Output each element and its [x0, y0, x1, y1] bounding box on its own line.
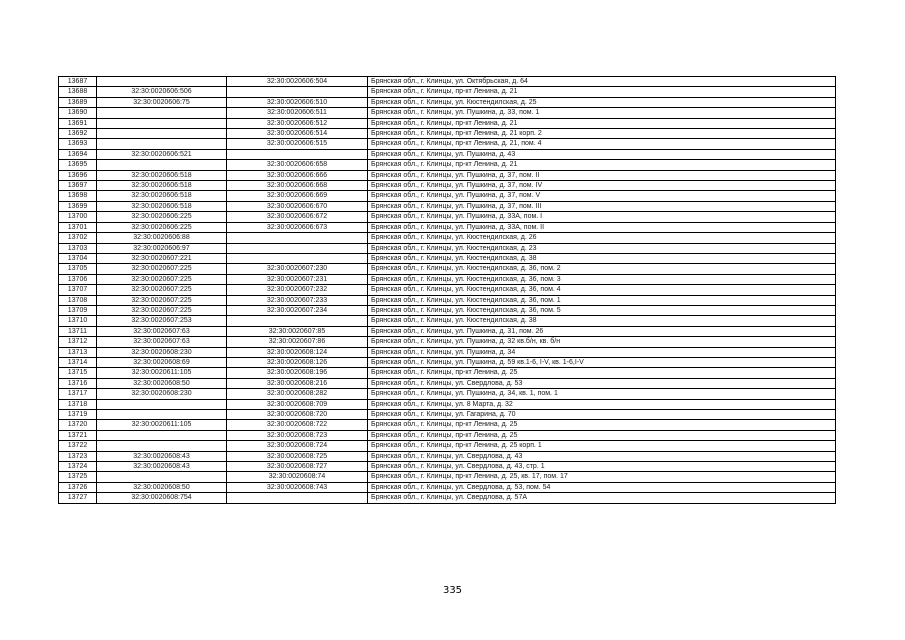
row-number-cell: 13694	[59, 149, 97, 159]
cadastral-number-cell: 32:30:0020606:518	[97, 201, 227, 211]
row-number-cell: 13718	[59, 399, 97, 409]
table-row	[59, 181, 836, 191]
object-cadastral-number-cell: 32:30:0020608:727	[227, 462, 368, 472]
cadastral-number-cell: 32:30:0020606:518	[97, 191, 227, 201]
object-cadastral-number-cell: 32:30:0020608:722	[227, 420, 368, 430]
cadastral-number-cell	[97, 441, 227, 451]
object-cadastral-number-cell: 32:30:0020606:670	[227, 201, 368, 211]
object-cadastral-number-cell: 32:30:0020608:216	[227, 378, 368, 388]
row-number-cell: 13713	[59, 347, 97, 357]
address-cell: Брянская обл., г. Клинцы, пр-кт Ленина, д. 21	[368, 160, 836, 170]
object-cadastral-number-cell: 32:30:0020608:723	[227, 430, 368, 440]
object-cadastral-number-cell: 32:30:0020608:743	[227, 482, 368, 492]
row-number-cell: 13703	[59, 243, 97, 253]
address-cell: Брянская обл., г. Клинцы, ул. Пушкина, д. 59 кв.1-6, I-V, кв. 1-6,I-V	[368, 357, 836, 367]
address-cell: Брянская обл., г. Клинцы, ул. Кюстендилская, д. 36, пом. 4	[368, 285, 836, 295]
object-cadastral-number-cell: 32:30:0020606:511	[227, 108, 368, 118]
object-cadastral-number-cell: 32:30:0020606:673	[227, 222, 368, 232]
object-cadastral-number-cell: 32:30:0020608:282	[227, 389, 368, 399]
table-row	[59, 149, 836, 159]
table-row	[59, 274, 836, 284]
address-cell: Брянская обл., г. Клинцы, ул. Свердлова, д. 43	[368, 451, 836, 461]
address-cell: Брянская обл., г. Клинцы, ул. Свердлова, д. 57А	[368, 493, 836, 503]
object-cadastral-number-cell: 32:30:0020608:725	[227, 451, 368, 461]
cadastral-number-cell: 32:30:0020606:518	[97, 181, 227, 191]
row-number-cell: 13706	[59, 274, 97, 284]
object-cadastral-number-cell	[227, 316, 368, 326]
cadastral-number-cell	[97, 410, 227, 420]
row-number-cell: 13712	[59, 337, 97, 347]
address-cell: Брянская обл., г. Клинцы, ул. Пушкина, д. 33А, пом. I	[368, 212, 836, 222]
object-cadastral-number-cell: 32:30:0020608:196	[227, 368, 368, 378]
address-cell: Брянская обл., г. Клинцы, пр-кт Ленина, д. 25 корп. 1	[368, 441, 836, 451]
address-cell: Брянская обл., г. Клинцы, ул. Кюстендилская, д. 25	[368, 97, 836, 107]
registry-table-body	[59, 77, 836, 504]
row-number-cell: 13702	[59, 233, 97, 243]
cadastral-number-cell: 32:30:0020608:43	[97, 462, 227, 472]
page-number: 335	[442, 585, 463, 596]
cadastral-number-cell	[97, 430, 227, 440]
table-row	[59, 264, 836, 274]
address-cell: Брянская обл., г. Клинцы, ул. Пушкина, д. 43	[368, 149, 836, 159]
address-cell: Брянская обл., г. Клинцы, ул. Свердлова, д. 53	[368, 378, 836, 388]
address-cell: Брянская обл., г. Клинцы, ул. 8 Марта, д. 32	[368, 399, 836, 409]
row-number-cell: 13688	[59, 87, 97, 97]
table-row	[59, 233, 836, 243]
address-cell: Брянская обл., г. Клинцы, ул. Пушкина, д. 34	[368, 347, 836, 357]
row-number-cell: 13695	[59, 160, 97, 170]
row-number-cell: 13701	[59, 222, 97, 232]
object-cadastral-number-cell	[227, 493, 368, 503]
table-row	[59, 316, 836, 326]
cadastral-number-cell	[97, 118, 227, 128]
table-row	[59, 305, 836, 315]
object-cadastral-number-cell: 32:30:0020606:512	[227, 118, 368, 128]
cadastral-number-cell: 32:30:0020607:225	[97, 264, 227, 274]
row-number-cell: 13696	[59, 170, 97, 180]
row-number-cell: 13724	[59, 462, 97, 472]
object-cadastral-number-cell: 32:30:0020608:74	[227, 472, 368, 482]
object-cadastral-number-cell	[227, 149, 368, 159]
object-cadastral-number-cell: 32:30:0020606:666	[227, 170, 368, 180]
object-cadastral-number-cell: 32:30:0020608:126	[227, 357, 368, 367]
row-number-cell: 13693	[59, 139, 97, 149]
object-cadastral-number-cell	[227, 87, 368, 97]
address-cell: Брянская обл., г. Клинцы, пр-кт Ленина, д. 25	[368, 430, 836, 440]
address-cell: Брянская обл., г. Клинцы, ул. Пушкина, д. 37, пом. II	[368, 170, 836, 180]
cadastral-number-cell: 32:30:0020606:225	[97, 212, 227, 222]
cadastral-number-cell: 32:30:0020607:225	[97, 274, 227, 284]
row-number-cell: 13723	[59, 451, 97, 461]
table-row	[59, 77, 836, 87]
row-number-cell: 13699	[59, 201, 97, 211]
object-cadastral-number-cell: 32:30:0020608:124	[227, 347, 368, 357]
address-cell: Брянская обл., г. Клинцы, пр-кт Ленина, д. 21 корп. 2	[368, 129, 836, 139]
object-cadastral-number-cell: 32:30:0020607:233	[227, 295, 368, 305]
table-row	[59, 170, 836, 180]
table-row	[59, 129, 836, 139]
cadastral-number-cell: 32:30:0020606:518	[97, 170, 227, 180]
row-number-cell: 13704	[59, 253, 97, 263]
row-number-cell: 13690	[59, 108, 97, 118]
object-cadastral-number-cell: 32:30:0020607:234	[227, 305, 368, 315]
cadastral-number-cell: 32:30:0020606:506	[97, 87, 227, 97]
table-row	[59, 326, 836, 336]
cadastral-number-cell: 32:30:0020608:43	[97, 451, 227, 461]
cadastral-number-cell	[97, 108, 227, 118]
table-row	[59, 399, 836, 409]
object-cadastral-number-cell	[227, 243, 368, 253]
cadastral-number-cell	[97, 129, 227, 139]
cadastral-number-cell: 32:30:0020608:230	[97, 389, 227, 399]
table-row	[59, 389, 836, 399]
table-row	[59, 462, 836, 472]
address-cell: Брянская обл., г. Клинцы, ул. Кюстендилская, д. 38	[368, 253, 836, 263]
cadastral-number-cell: 32:30:0020608:69	[97, 357, 227, 367]
object-cadastral-number-cell: 32:30:0020607:86	[227, 337, 368, 347]
table-row	[59, 347, 836, 357]
row-number-cell: 13722	[59, 441, 97, 451]
cadastral-number-cell	[97, 472, 227, 482]
object-cadastral-number-cell: 32:30:0020607:85	[227, 326, 368, 336]
address-cell: Брянская обл., г. Клинцы, ул. Кюстендилская, д. 26	[368, 233, 836, 243]
object-cadastral-number-cell: 32:30:0020606:510	[227, 97, 368, 107]
table-row	[59, 295, 836, 305]
cadastral-number-cell: 32:30:0020607:221	[97, 253, 227, 263]
row-number-cell: 13714	[59, 357, 97, 367]
cadastral-number-cell: 32:30:0020608:230	[97, 347, 227, 357]
cadastral-number-cell: 32:30:0020607:225	[97, 295, 227, 305]
table-row	[59, 378, 836, 388]
address-cell: Брянская обл., г. Клинцы, ул. Свердлова, д. 43, стр. 1	[368, 462, 836, 472]
address-cell: Брянская обл., г. Клинцы, ул. Кюстендилская, д. 36, пом. 5	[368, 305, 836, 315]
table-row	[59, 222, 836, 232]
address-cell: Брянская обл., г. Клинцы, ул. Пушкина, д. 34, кв. 1, пом. 1	[368, 389, 836, 399]
object-cadastral-number-cell: 32:30:0020606:668	[227, 181, 368, 191]
table-row	[59, 430, 836, 440]
address-cell: Брянская обл., г. Клинцы, пр-кт Ленина, д. 21	[368, 118, 836, 128]
cadastral-number-cell: 32:30:0020606:97	[97, 243, 227, 253]
cadastral-registry-table	[58, 76, 836, 504]
address-cell: Брянская обл., г. Клинцы, пр-кт Ленина, д. 25	[368, 420, 836, 430]
cadastral-number-cell: 32:30:0020606:75	[97, 97, 227, 107]
row-number-cell: 13711	[59, 326, 97, 336]
address-cell: Брянская обл., г. Клинцы, ул. Свердлова, д. 53, пом. 54	[368, 482, 836, 492]
row-number-cell: 13726	[59, 482, 97, 492]
object-cadastral-number-cell: 32:30:0020608:724	[227, 441, 368, 451]
row-number-cell: 13721	[59, 430, 97, 440]
cadastral-number-cell: 32:30:0020607:225	[97, 285, 227, 295]
object-cadastral-number-cell: 32:30:0020606:672	[227, 212, 368, 222]
row-number-cell: 13698	[59, 191, 97, 201]
table-row	[59, 451, 836, 461]
address-cell: Брянская обл., г. Клинцы, ул. Октябрьская, д. 64	[368, 77, 836, 87]
cadastral-number-cell: 32:30:0020606:88	[97, 233, 227, 243]
table-row	[59, 285, 836, 295]
table-row	[59, 191, 836, 201]
row-number-cell: 13727	[59, 493, 97, 503]
table-row	[59, 482, 836, 492]
table-row	[59, 410, 836, 420]
object-cadastral-number-cell: 32:30:0020606:658	[227, 160, 368, 170]
row-number-cell: 13705	[59, 264, 97, 274]
cadastral-number-cell: 32:30:0020607:63	[97, 337, 227, 347]
object-cadastral-number-cell: 32:30:0020606:669	[227, 191, 368, 201]
address-cell: Брянская обл., г. Клинцы, ул. Пушкина, д. 32 кв.б/н, кв. б/н	[368, 337, 836, 347]
row-number-cell: 13692	[59, 129, 97, 139]
cadastral-number-cell	[97, 399, 227, 409]
table-row	[59, 201, 836, 211]
object-cadastral-number-cell: 32:30:0020607:232	[227, 285, 368, 295]
row-number-cell: 13719	[59, 410, 97, 420]
cadastral-number-cell	[97, 77, 227, 87]
address-cell: Брянская обл., г. Клинцы, ул. Пушкина, д. 37, пом. V	[368, 191, 836, 201]
address-cell: Брянская обл., г. Клинцы, ул. Пушкина, д. 33А, пом. II	[368, 222, 836, 232]
cadastral-number-cell: 32:30:0020608:50	[97, 378, 227, 388]
row-number-cell: 13717	[59, 389, 97, 399]
row-number-cell: 13691	[59, 118, 97, 128]
object-cadastral-number-cell: 32:30:0020606:514	[227, 129, 368, 139]
address-cell: Брянская обл., г. Клинцы, ул. Кюстендилская, д. 36, пом. 3	[368, 274, 836, 284]
row-number-cell: 13725	[59, 472, 97, 482]
cadastral-number-cell	[97, 160, 227, 170]
row-number-cell: 13700	[59, 212, 97, 222]
row-number-cell: 13716	[59, 378, 97, 388]
table-row	[59, 87, 836, 97]
table-row	[59, 243, 836, 253]
table-row	[59, 97, 836, 107]
address-cell: Брянская обл., г. Клинцы, пр-кт Ленина, д. 25, кв. 17, пом. 17	[368, 472, 836, 482]
address-cell: Брянская обл., г. Клинцы, ул. Пушкина, д. 37, пом. III	[368, 201, 836, 211]
table-row	[59, 420, 836, 430]
object-cadastral-number-cell: 32:30:0020607:230	[227, 264, 368, 274]
cadastral-number-cell: 32:30:0020608:754	[97, 493, 227, 503]
table-row	[59, 212, 836, 222]
table-row	[59, 493, 836, 503]
cadastral-number-cell	[97, 139, 227, 149]
table-row	[59, 368, 836, 378]
address-cell: Брянская обл., г. Клинцы, ул. Кюстендилская, д. 23	[368, 243, 836, 253]
address-cell: Брянская обл., г. Клинцы, ул. Пушкина, д. 37, пом. IV	[368, 181, 836, 191]
cadastral-number-cell: 32:30:0020611:105	[97, 420, 227, 430]
row-number-cell: 13707	[59, 285, 97, 295]
cadastral-number-cell: 32:30:0020608:50	[97, 482, 227, 492]
cadastral-number-cell: 32:30:0020607:63	[97, 326, 227, 336]
table-row	[59, 160, 836, 170]
cadastral-number-cell: 32:30:0020606:225	[97, 222, 227, 232]
table-row	[59, 118, 836, 128]
address-cell: Брянская обл., г. Клинцы, ул. Кюстендилская, д. 36, пом. 2	[368, 264, 836, 274]
row-number-cell: 13709	[59, 305, 97, 315]
address-cell: Брянская обл., г. Клинцы, ул. Пушкина, д. 31, пом. 26	[368, 326, 836, 336]
table-row	[59, 357, 836, 367]
address-cell: Брянская обл., г. Клинцы, пр-кт Ленина, д. 21, пом. 4	[368, 139, 836, 149]
table-row	[59, 472, 836, 482]
object-cadastral-number-cell: 32:30:0020608:720	[227, 410, 368, 420]
table-row	[59, 253, 836, 263]
object-cadastral-number-cell	[227, 253, 368, 263]
table-row	[59, 337, 836, 347]
object-cadastral-number-cell: 32:30:0020607:231	[227, 274, 368, 284]
address-cell: Брянская обл., г. Клинцы, ул. Кюстендилская, д. 38	[368, 316, 836, 326]
row-number-cell: 13715	[59, 368, 97, 378]
table-row	[59, 139, 836, 149]
table-row	[59, 108, 836, 118]
address-cell: Брянская обл., г. Клинцы, ул. Гагарина, д. 70	[368, 410, 836, 420]
object-cadastral-number-cell: 32:30:0020608:709	[227, 399, 368, 409]
cadastral-number-cell: 32:30:0020607:253	[97, 316, 227, 326]
address-cell: Брянская обл., г. Клинцы, пр-кт Ленина, д. 25	[368, 368, 836, 378]
row-number-cell: 13689	[59, 97, 97, 107]
row-number-cell: 13687	[59, 77, 97, 87]
row-number-cell: 13697	[59, 181, 97, 191]
row-number-cell: 13720	[59, 420, 97, 430]
cadastral-number-cell: 32:30:0020607:225	[97, 305, 227, 315]
cadastral-number-cell: 32:30:0020606:521	[97, 149, 227, 159]
object-cadastral-number-cell	[227, 233, 368, 243]
row-number-cell: 13708	[59, 295, 97, 305]
object-cadastral-number-cell: 32:30:0020606:504	[227, 77, 368, 87]
address-cell: Брянская обл., г. Клинцы, ул. Пушкина, д. 33, пом. 1	[368, 108, 836, 118]
row-number-cell: 13710	[59, 316, 97, 326]
object-cadastral-number-cell: 32:30:0020606:515	[227, 139, 368, 149]
address-cell: Брянская обл., г. Клинцы, пр-кт Ленина, д. 21	[368, 87, 836, 97]
address-cell: Брянская обл., г. Клинцы, ул. Кюстендилская, д. 36, пом. 1	[368, 295, 836, 305]
cadastral-number-cell: 32:30:0020611:105	[97, 368, 227, 378]
table-row	[59, 441, 836, 451]
